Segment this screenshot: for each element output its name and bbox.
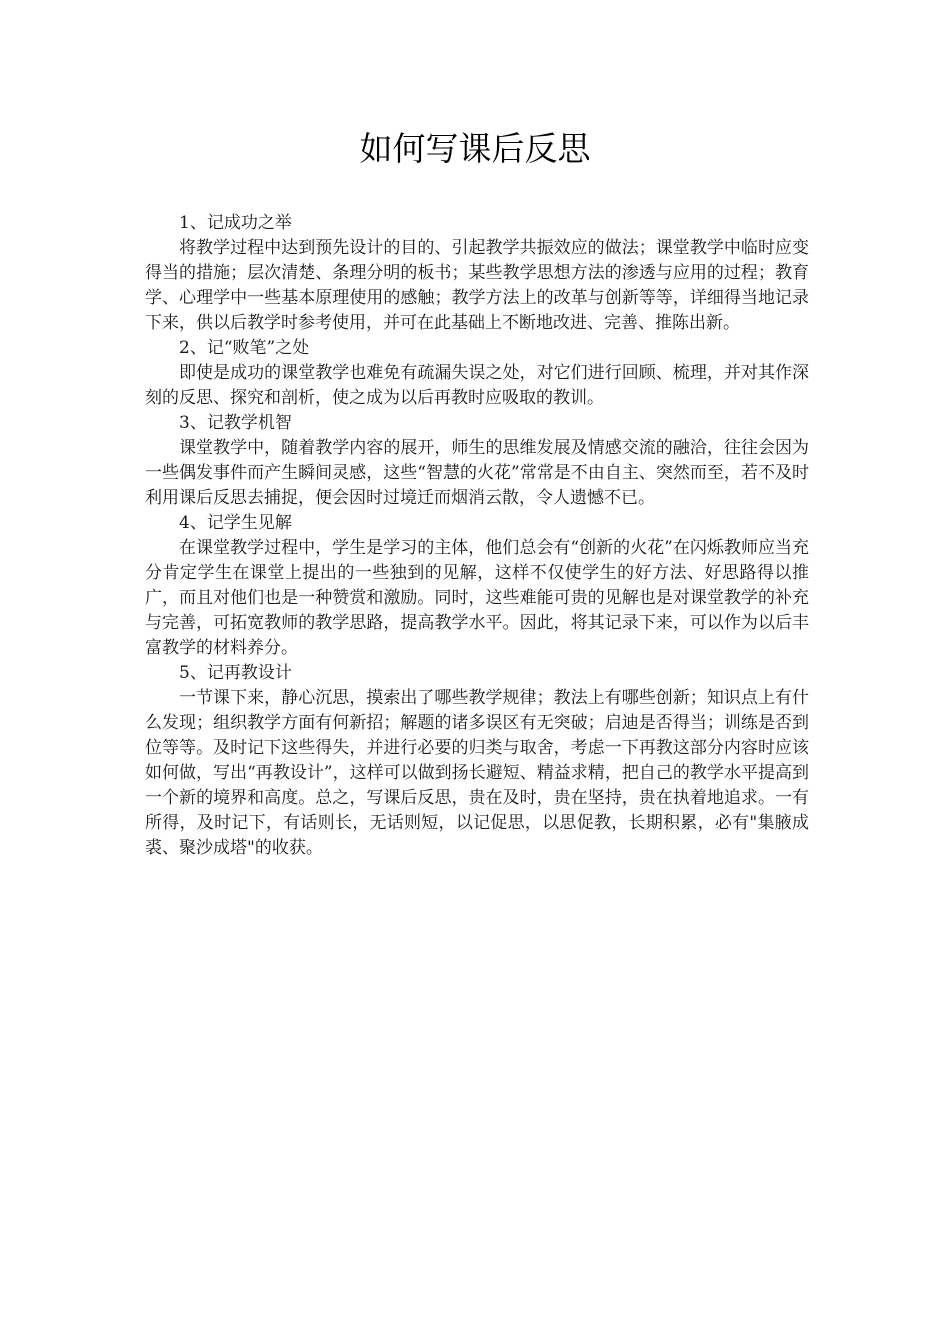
section-paragraph-5: 一节课下来，静心沉思，摸索出了哪些教学规律；教法上有哪些创新；知识点上有什么发现；组织教学方面有何新招；解题的诸多误区有无突破；启迪是否得当；训练是否到位等等。及时记下这些得失，并进行必要的归类与取舍，考虑一下再教这部分内容时应该如何做，写出“再教设计”，这样可以做到扬长避短、精益求精，把自己的教学水平提高到一个新的境界和高度。总之，写课后反思，贵在及时，贵在坚持，贵在执着地追求。一有所得，及时记下，有话则长，无话则短，以记促思，以思促教，长期积累，必有"集腋成裘、聚沙成塔"的收获。 — [145, 688, 809, 858]
section-heading-1: 1、记成功之举 — [179, 213, 292, 233]
section-heading-4: 4、记学生见解 — [179, 513, 292, 533]
section-paragraph-3: 课堂教学中，随着教学内容的展开，师生的思维发展及情感交流的融洽，往往会因为一些偶发事件而产生瞬间灵感，这些“智慧的火花”常常是不由自主、突然而至，若不及时利用课后反思去捕捉，便会因时过境迁而烟消云散，令人遗憾不已。 — [145, 438, 809, 508]
document-body — [145, 211, 809, 861]
section-paragraph-4: 在课堂教学过程中，学生是学习的主体，他们总会有“创新的火花”在闪烁教师应当充分肯定学生在课堂上提出的一些独到的见解，这样不仅使学生的好方法、好思路得以推广，而且对他们也是一种赞赏和激励。同时，这些难能可贵的见解也是对课堂教学的补充与完善，可拓宽教师的教学思路，提高教学水平。因此，将其记录下来，可以作为以后丰富教学的材料养分。 — [145, 538, 809, 658]
document-title: 如何写课后反思 — [359, 129, 591, 168]
section-heading-2: 2、记“败笔”之处 — [179, 338, 310, 358]
section-heading-5: 5、记再教设计 — [179, 663, 292, 683]
section-paragraph-2: 即使是成功的课堂教学也难免有疏漏失误之处，对它们进行回顾、梳理，并对其作深刻的反思、探究和剖析，使之成为以后再教时应吸取的教训。 — [145, 363, 809, 408]
section-paragraph-1: 将教学过程中达到预先设计的目的、引起教学共振效应的做法；课堂教学中临时应变得当的措施；层次清楚、条理分明的板书；某些教学思想方法的渗透与应用的过程；教育学、心理学中一些基本原理使用的感触；教学方法上的改革与创新等等，详细得当地记录下来，供以后教学时参考使用，并可在此基础上不断地改进、完善、推陈出新。 — [145, 238, 809, 333]
section-heading-3: 3、记教学机智 — [179, 413, 292, 433]
